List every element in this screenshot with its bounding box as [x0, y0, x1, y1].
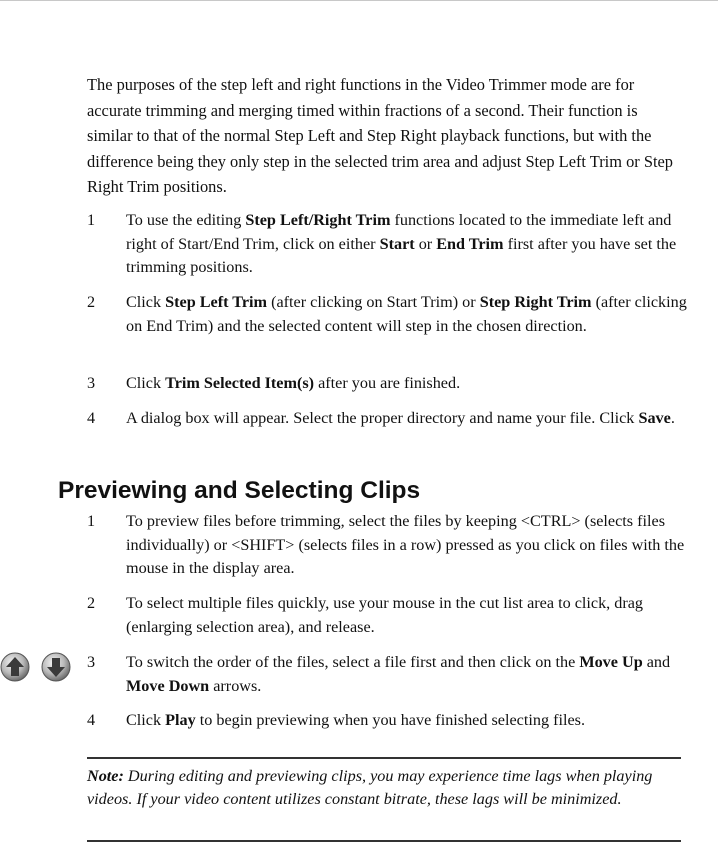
step-left-right-trim-term: Step Left/Right Trim	[245, 211, 391, 229]
page-top-rule	[0, 0, 718, 1]
step-text	[126, 372, 697, 396]
step-text	[126, 709, 697, 733]
step-text-part: .	[670, 409, 675, 427]
trim-selected-items-term: Trim Selected Item(s)	[165, 374, 315, 392]
step-number: 3	[87, 374, 96, 392]
step-text-part: and	[642, 653, 671, 671]
preview-step-3	[87, 651, 697, 698]
step-number: 4	[87, 409, 96, 427]
step-text	[126, 291, 697, 338]
step-text-part: A dialog box will appear. Select the proper directory and name your file. Click	[126, 409, 639, 427]
note-block	[87, 765, 687, 810]
step-number: 4	[87, 711, 96, 729]
preview-step-1	[87, 510, 697, 581]
step-text-part: To use the editing	[126, 211, 246, 229]
step-text-part: Click	[126, 711, 166, 729]
step-text: To select multiple files quickly, use your mouse in the cut list area to click, drag (enlarging selection area), and release.	[126, 594, 644, 636]
note-top-rule	[87, 757, 681, 759]
step-text	[126, 209, 697, 280]
trim-step-1	[87, 209, 697, 280]
step-text-part: first after you have set the trimming positions.	[126, 234, 677, 276]
step-text-part: Click	[126, 374, 166, 392]
step-text-part: arrows.	[209, 676, 262, 695]
step-text-part: functions located to the immediate left and right of Start/End Trim, click on either	[126, 211, 672, 253]
step-number: 3	[87, 653, 96, 671]
step-text	[126, 651, 697, 698]
step-number: 1	[87, 211, 96, 229]
step-text-part: or	[414, 234, 437, 253]
step-text-part: after you are finished.	[314, 374, 461, 392]
note-bottom-rule	[87, 840, 681, 842]
move-down-arrow-icon[interactable]	[41, 652, 71, 682]
step-left-trim-term: Step Left Trim	[165, 293, 268, 311]
note-label: Note:	[87, 767, 124, 785]
trim-step-2	[87, 291, 697, 338]
play-term: Play	[165, 711, 196, 729]
end-trim-term: End Trim	[436, 234, 504, 253]
start-term: Start	[379, 234, 415, 253]
step-text-part: To switch the order of the files, select a file first and then click on the	[126, 653, 580, 671]
step-text-part: (after clicking on Start Trim) or	[267, 293, 480, 311]
section-heading: Previewing and Selecting Clips	[58, 477, 421, 504]
preview-step-2	[87, 592, 697, 639]
step-text-part: (after clicking on End Trim) and the selected content will step in the chosen direction.	[126, 293, 687, 335]
step-number: 2	[87, 594, 96, 612]
step-right-trim-term: Step Right Trim	[479, 293, 592, 311]
trim-step-3	[87, 372, 697, 396]
preview-step-4	[87, 709, 697, 733]
move-up-term: Move Up	[579, 653, 643, 671]
move-down-term: Move Down	[126, 676, 210, 695]
trim-step-4	[87, 407, 697, 431]
step-text-part: to begin previewing when you have finished selecting files.	[195, 711, 586, 729]
save-term: Save	[638, 409, 671, 427]
step-text: To preview files before trimming, select the files by keeping <CTRL> (selects files individually) or <SHIFT> (selects files in a row) pressed as you click on files with the mouse in the display area.	[126, 512, 685, 577]
step-number: 1	[87, 512, 96, 530]
step-number: 2	[87, 293, 96, 311]
move-up-arrow-icon[interactable]	[0, 652, 30, 682]
step-text-part: Click	[126, 293, 166, 311]
intro-paragraph: The purposes of the step left and right functions in the Video Trimmer mode are for accurate trimming and merging timed within fractions of a second. Their function is similar to that of the normal Step Left and Step Right playback functions, but with the difference being they only step in the selected trim area and adjust Step Left Trim or Step Right Trim positions.	[87, 75, 673, 196]
note-text: During editing and previewing clips, you may experience time lags when playing videos. If your video content utilizes constant bitrate, these lags will be minimized.	[87, 767, 653, 808]
step-text	[126, 407, 697, 431]
